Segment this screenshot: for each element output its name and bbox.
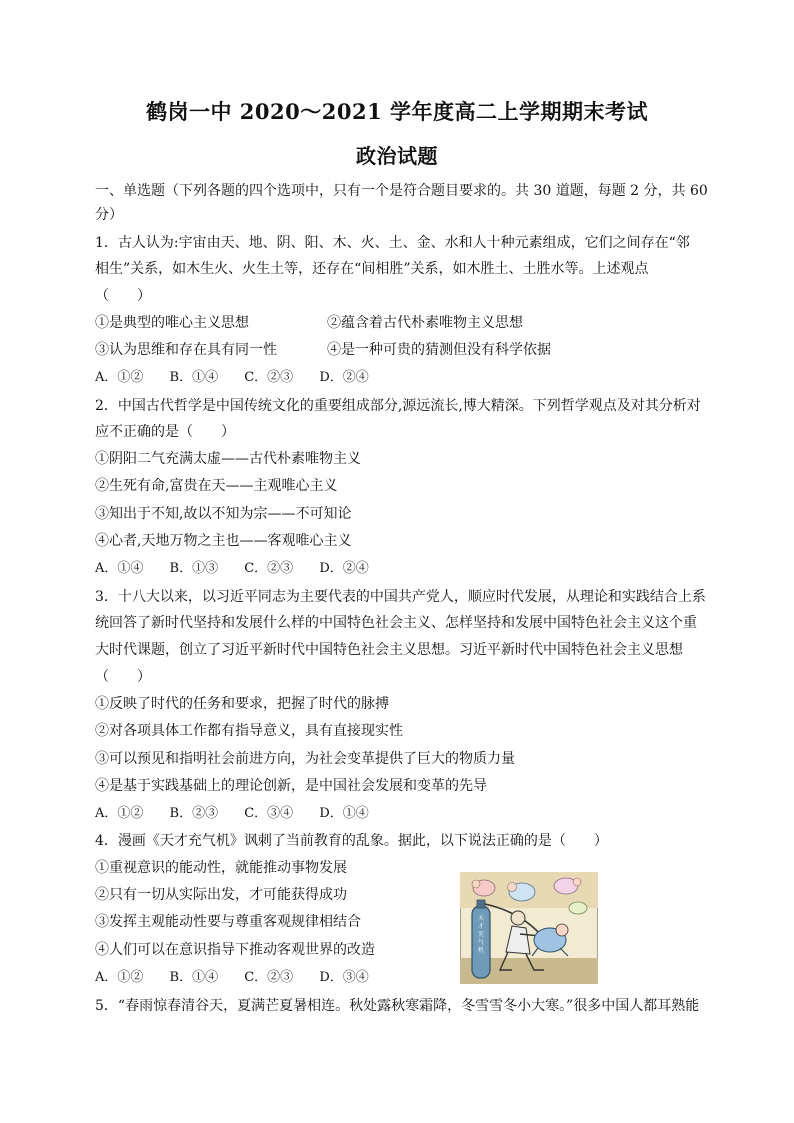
q5-stem-line1: 5．“春雨惊春清谷天，夏满芒夏暑相连。秋处露秋寒霜降，冬雪雪冬小大寒。”很多中国人都耳熟能: [95, 998, 700, 1014]
q2-choice-c: C．②③: [244, 561, 294, 576]
q1-option-4: ④是一种可贵的猜测但没有科学依据: [327, 342, 551, 358]
q3-stem-line1: 3．十八大以来，以习近平同志为主要代表的中国共产党人，顺应时代发展，从理论和实践结合上系: [95, 589, 706, 605]
q2-choices: [95, 560, 391, 578]
q2-choice-a: A．①④: [95, 561, 144, 576]
q3-choice-a: A．①②: [95, 806, 144, 821]
q3-choice-d: D．①④: [319, 806, 369, 821]
q1-choice-c: C．②③: [244, 370, 294, 385]
q2-option-2: ②生死有命,富贵在天——主观唯心主义: [95, 478, 338, 494]
q2-option-1: ①阴阳二气充满太虚——古代朴素唯物主义: [95, 451, 361, 467]
q1-choice-b: B．①④: [169, 370, 219, 385]
q4-choices: [95, 969, 391, 987]
q1-choice-d: D．②④: [319, 370, 369, 385]
q4-choice-a: A．①②: [95, 970, 144, 985]
section-heading-cont: 分）: [95, 207, 123, 223]
q3-stem-line4: （ ）: [95, 669, 151, 685]
q4-choice-d: D．③④: [319, 970, 369, 985]
q3-choice-c: C．③④: [244, 806, 294, 821]
q3-choices: [95, 805, 391, 823]
q3-option-3: ③可以预见和指明社会前进方向，为社会变革提供了巨大的物质力量: [95, 751, 515, 767]
q3-choice-b: B．②③: [169, 806, 219, 821]
q2-option-3: ③知出于不知,故以不知为宗——不可知论: [95, 506, 352, 522]
q1-option-2: ②蕴含着古代朴素唯物主义思想: [327, 315, 523, 331]
q3-option-1: ①反映了时代的任务和要求，把握了时代的脉搏: [95, 696, 389, 712]
q4-choice-b: B．①④: [169, 970, 219, 985]
exam-title: 鹤岗一中 2020～2021 学年度高二上学期期末考试: [145, 99, 648, 124]
cartoon-label: 天才充气机: [477, 915, 485, 954]
q3-stem-line2: 统回答了新时代坚持和发展什么样的中国特色社会主义、怎样坚持和发展中国特色社会主义这个重: [95, 615, 697, 631]
q1-choices: [95, 369, 391, 387]
q2-choice-d: D．②④: [319, 561, 369, 576]
q1-option-3: ③认为思维和存在具有同一性: [95, 342, 277, 358]
q4-option-4: ④人们可以在意识指导下推动客观世界的改造: [95, 942, 375, 958]
q4-stem-line1: 4．漫画《天才充气机》讽刺了当前教育的乱象。据此，以下说法正确的是（ ）: [95, 833, 608, 849]
q2-option-4: ④心者,天地万物之主也——客观唯心主义: [95, 533, 352, 549]
q1-choice-a: A．①②: [95, 370, 144, 385]
q1-stem-line2: 相生”关系，如木生火、火生土等，还存在“间相胜”关系，如木胜土、土胜水等。上述观点: [95, 261, 649, 277]
q4-option-1: ①重视意识的能动性，就能推动事物发展: [95, 860, 347, 876]
section-heading: 一、单选题（下列各题的四个选项中，只有一个是符合题目要求的。共 30 道题，每题 2 分，共 60: [95, 183, 708, 199]
q1-stem-line3: （ ）: [95, 288, 151, 304]
q4-option-2: ②只有一切从实际出发，才可能获得成功: [95, 887, 347, 903]
q1-stem-line1: 1．古人认为:宇宙由天、地、阴、阳、木、火、土、金、水和人十种元素组成，它们之间存在“邻: [95, 235, 690, 251]
q4-option-3: ③发挥主观能动性要与尊重客观规律相结合: [95, 914, 361, 930]
q4-cartoon-image: [460, 872, 598, 984]
exam-subject: 政治试题: [356, 144, 438, 168]
q3-option-4: ④是基于实践基础上的理论创新，是中国社会发展和变革的先导: [95, 778, 487, 794]
q1-option-1: ①是典型的唯心主义思想: [95, 315, 249, 331]
q2-choice-b: B．①③: [169, 561, 219, 576]
q2-stem-line2: 应不正确的是（ ）: [95, 424, 235, 440]
q3-stem-line3: 大时代课题，创立了习近平新时代中国特色社会主义思想。习近平新时代中国特色社会主义思想: [95, 642, 683, 658]
q3-option-2: ②对各项具体工作都有指导意义，具有直接现实性: [95, 723, 403, 739]
q2-stem-line1: 2．中国古代哲学是中国传统文化的重要组成部分,源远流长,博大精深。下列哲学观点及对其分析对: [95, 398, 701, 414]
q4-choice-c: C．②③: [244, 970, 294, 985]
